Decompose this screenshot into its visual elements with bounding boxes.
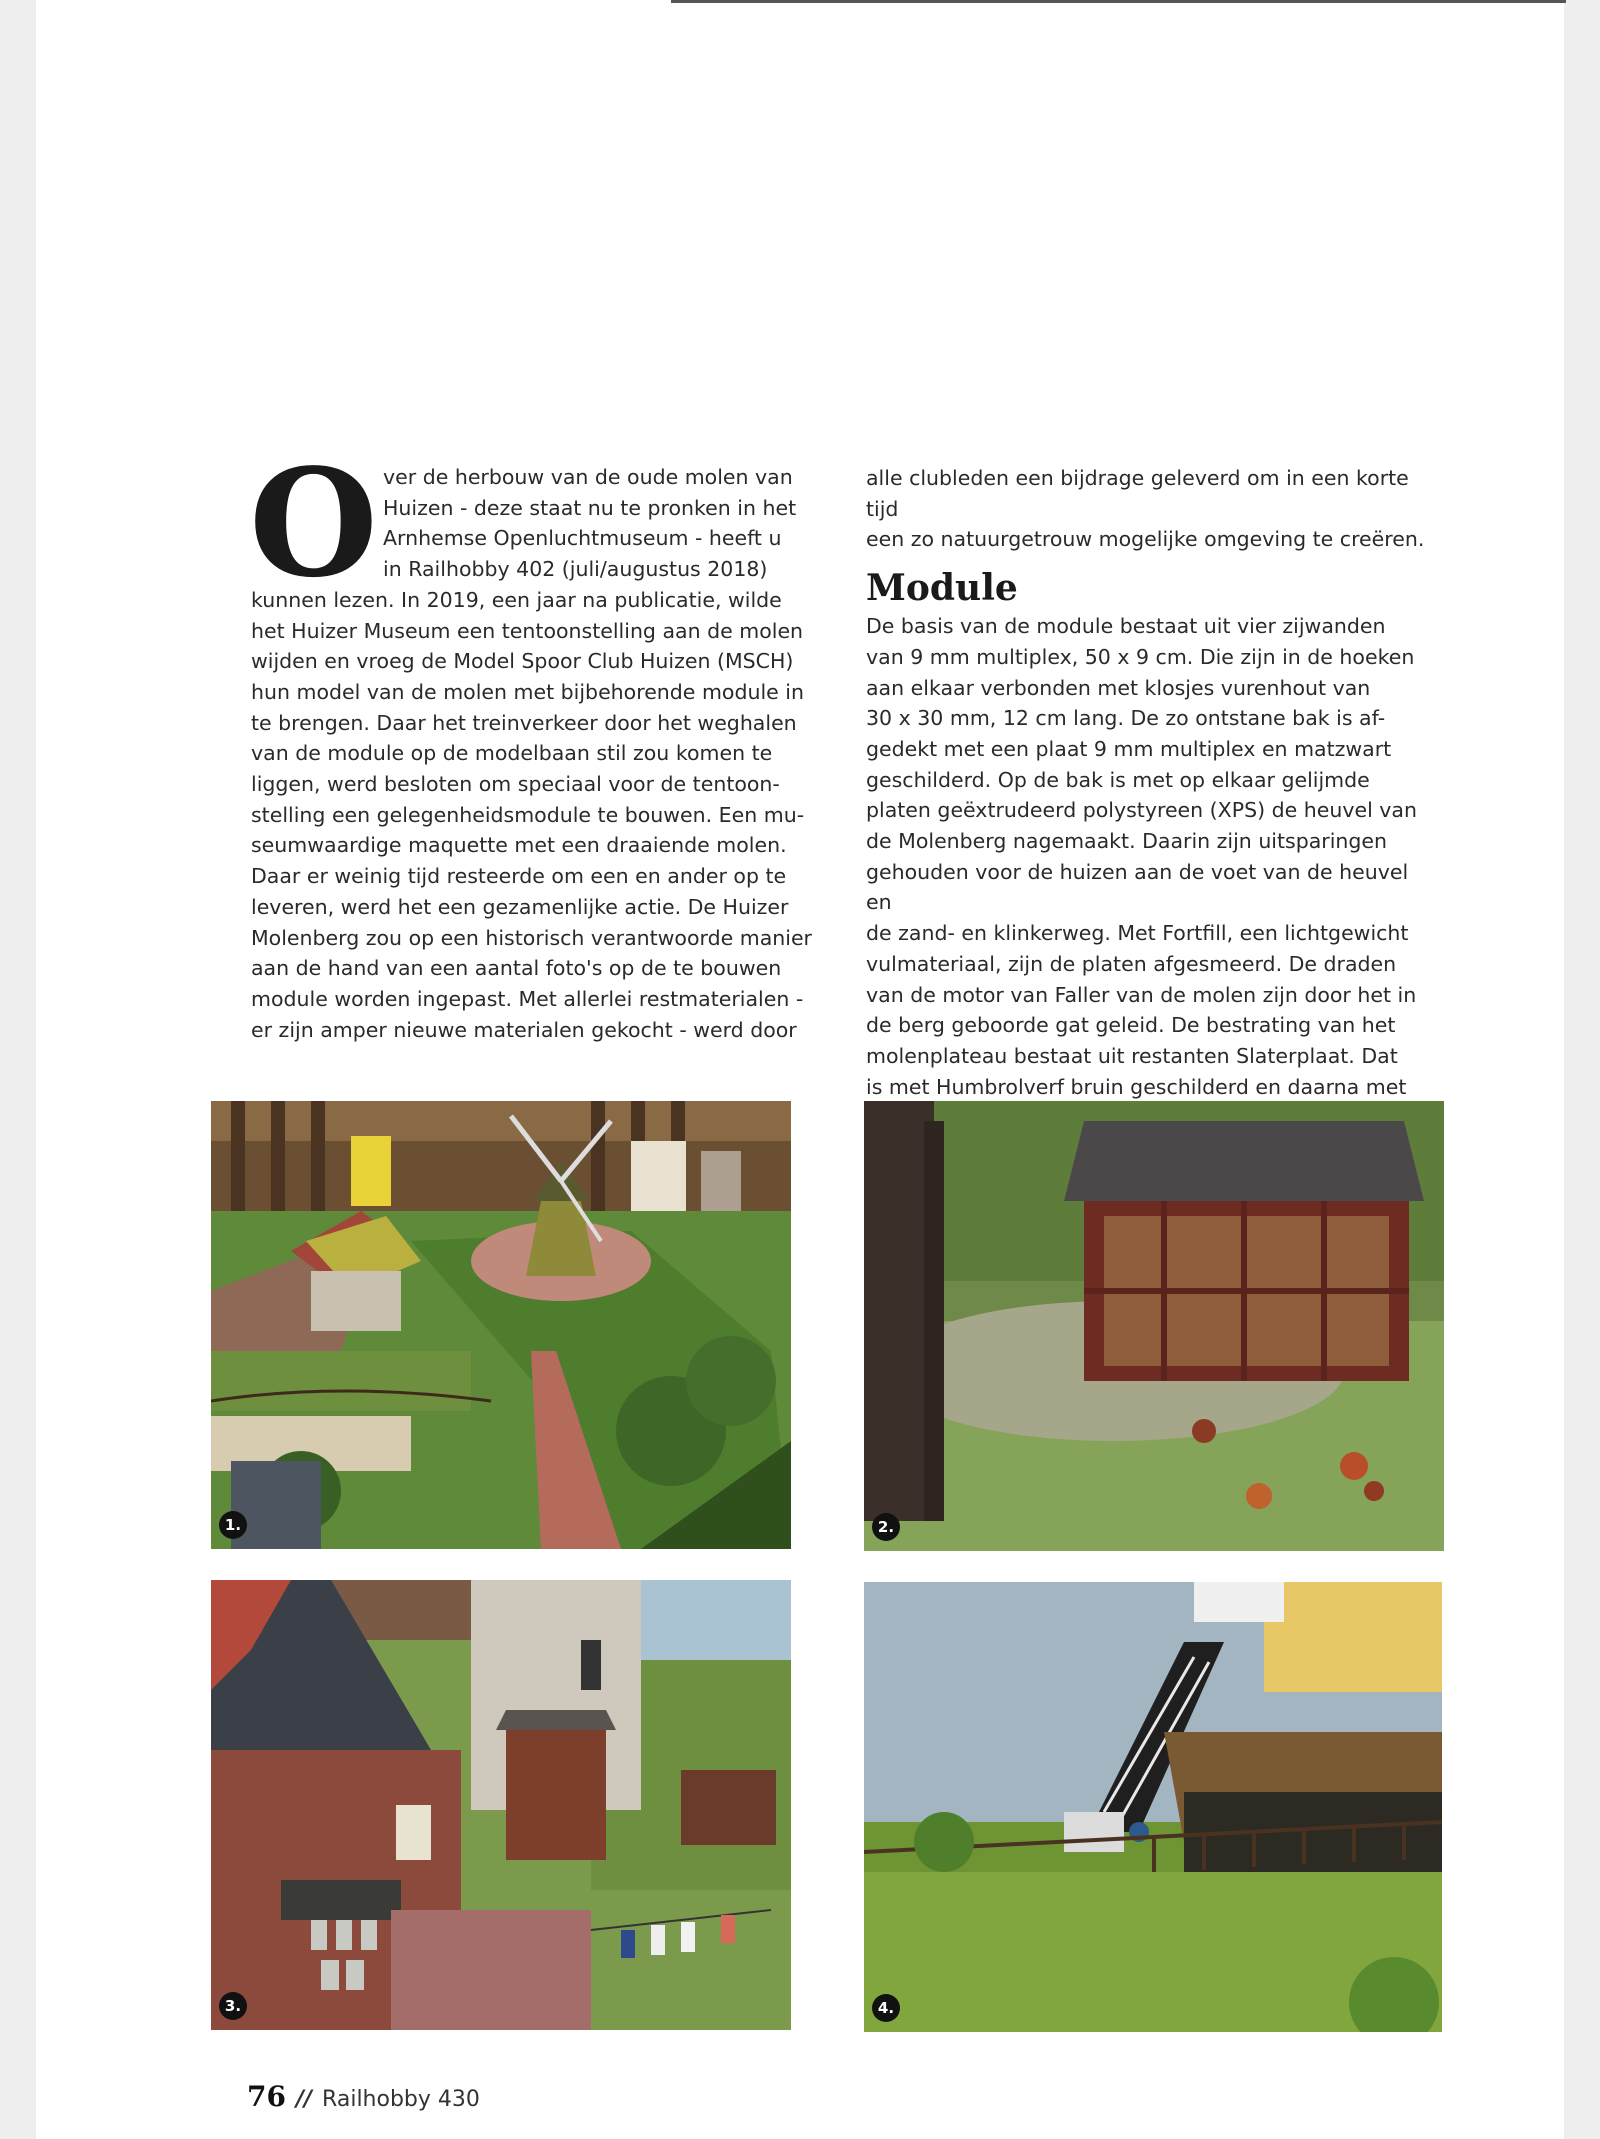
body-line: vulmateriaal, zijn de platen afgesmeerd. De draden xyxy=(866,951,1397,976)
body-line: in Railhobby 402 (juli/augustus 2018) xyxy=(383,557,768,582)
body-line: Arnhemse Openluchtmuseum - heeft u xyxy=(383,526,782,551)
drop-cap: O xyxy=(249,436,378,610)
body-line: van de motor van Faller van de molen zijn door het in xyxy=(866,982,1417,1007)
photo-2-image xyxy=(864,1101,1444,1551)
body-line: Molenberg zou op een historisch verantwoorde manier xyxy=(251,925,812,950)
magazine-page xyxy=(36,0,1564,2139)
photo-1 xyxy=(211,1101,791,1549)
body-line: gehouden voor de huizen aan de voet van de heuvel en xyxy=(866,859,1409,915)
body-line: de zand- en klinkerweg. Met Fortfill, een lichtgewicht xyxy=(866,921,1409,946)
article-right-column xyxy=(866,463,1436,1102)
body-line: aan de hand van een aantal foto's op de te bouwen xyxy=(251,956,782,981)
photo-number-badge: 3. xyxy=(219,1992,247,2020)
body-line: geschilderd. Op de bak is met op elkaar gelijmde xyxy=(866,767,1370,792)
photo-1-image xyxy=(211,1101,791,1549)
photo-4-image xyxy=(864,1582,1442,2032)
page-footer xyxy=(247,2080,480,2113)
body-line: kunnen lezen. In 2019, een jaar na publicatie, wilde xyxy=(251,587,782,612)
magazine-issue: Railhobby 430 xyxy=(322,2087,480,2112)
body-line: Huizen - deze staat nu te pronken in het xyxy=(383,495,797,520)
body-line: hun model van de molen met bijbehorende module in xyxy=(251,679,804,704)
body-line: liggen, werd besloten om speciaal voor de tentoon- xyxy=(251,772,780,797)
body-line: molenplateau bestaat uit restanten Slaterplaat. Dat xyxy=(866,1043,1398,1068)
body-line: 30 x 30 mm, 12 cm lang. De zo ontstane bak is af- xyxy=(866,706,1386,731)
body-line: Daar er weinig tijd resteerde om een en ander op te xyxy=(251,864,787,889)
body-line: het Huizer Museum een tentoonstelling aan de molen xyxy=(251,618,804,643)
page-number: 76 xyxy=(247,2080,286,2113)
photo-number-badge: 4. xyxy=(872,1994,900,2022)
body-line: stelling een gelegenheidsmodule te bouwen. Een mu- xyxy=(251,802,805,827)
photo-2 xyxy=(864,1101,1444,1551)
photo-3-image xyxy=(211,1580,791,2030)
body-line: alle clubleden een bijdrage geleverd om in een korte tijd xyxy=(866,466,1409,521)
body-line: de Molenberg nagemaakt. Daarin zijn uitsparingen xyxy=(866,829,1388,854)
footer-separator: // xyxy=(295,2087,313,2112)
photo-3 xyxy=(211,1580,791,2030)
body-line: van 9 mm multiplex, 50 x 9 cm. Die zijn in de hoeken xyxy=(866,644,1415,669)
body-line: platen geëxtrudeerd polystyreen (XPS) de heuvel van xyxy=(866,798,1417,823)
body-line: leveren, werd het een gezamenlijke actie. De Huizer xyxy=(251,894,789,919)
body-line: te brengen. Daar het treinverkeer door het weghalen xyxy=(251,710,797,735)
photo-number-badge: 1. xyxy=(219,1511,247,1539)
body-line: seumwaardige maquette met een draaiende molen. xyxy=(251,833,787,858)
top-rule xyxy=(671,0,1566,3)
section-heading: Module xyxy=(866,567,1018,610)
body-line: ver de herbouw van de oude molen van xyxy=(383,465,793,489)
photo-number-badge: 2. xyxy=(872,1513,900,1541)
photo-4 xyxy=(864,1582,1442,2032)
body-line: wijden en vroeg de Model Spoor Club Huizen (MSCH) xyxy=(251,649,794,674)
body-line: De basis van de module bestaat uit vier zijwanden xyxy=(866,614,1386,639)
body-line: een zo natuurgetrouw mogelijke omgeving te creëren. xyxy=(866,527,1425,552)
body-line: aan elkaar verbonden met klosjes vurenhout van xyxy=(866,675,1371,700)
body-line: module worden ingepast. Met allerlei restmaterialen - xyxy=(251,986,804,1011)
body-line: gedekt met een plaat 9 mm multiplex en matzwart xyxy=(866,736,1392,761)
body-line: van de module op de modelbaan stil zou komen te xyxy=(251,741,773,766)
body-line: de berg geboorde gat geleid. De bestrating van het xyxy=(866,1013,1396,1038)
body-line: er zijn amper nieuwe materialen gekocht - werd door xyxy=(251,1017,797,1042)
body-line: is met Humbrolverf bruin geschilderd en daarna met xyxy=(866,1074,1407,1099)
article-left-column xyxy=(249,436,821,1045)
